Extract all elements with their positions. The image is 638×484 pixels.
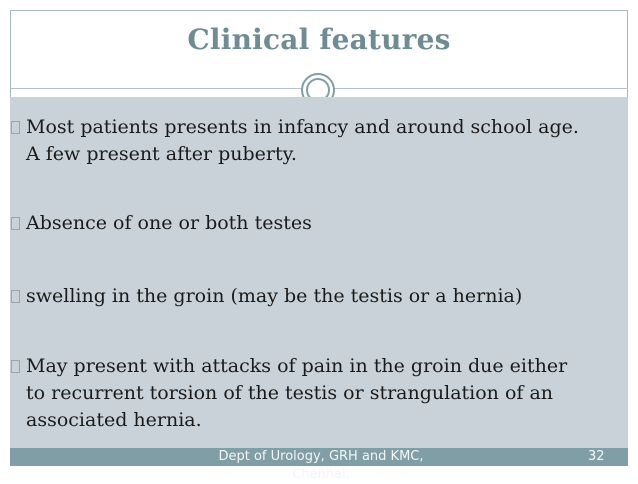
bullet-item (10, 283, 620, 310)
bullet-item (10, 353, 620, 434)
square-bullet-icon (11, 290, 20, 303)
bullet-text: May present with attacks of pain in the groin due either to recurrent torsion of the testis or strangulation of an associated hernia. (26, 355, 568, 431)
bullet-text: Most patients presents in infancy and around school age. A few present after puberty. (26, 116, 579, 165)
page-number: 32 (588, 449, 605, 464)
bullet-text: Absence of one or both testes (26, 212, 312, 234)
footer-text: Dept of Urology, GRH and KMC, Chennai. (218, 449, 424, 482)
square-bullet-icon (11, 121, 20, 134)
slide-title: Clinical features (187, 23, 451, 56)
square-bullet-icon (11, 360, 20, 373)
square-bullet-icon (11, 217, 20, 230)
bullet-text: swelling in the groin (may be the testis or a hernia) (26, 285, 523, 307)
slide-content (10, 97, 628, 448)
bullet-item (10, 114, 620, 168)
bullet-item (10, 210, 620, 237)
